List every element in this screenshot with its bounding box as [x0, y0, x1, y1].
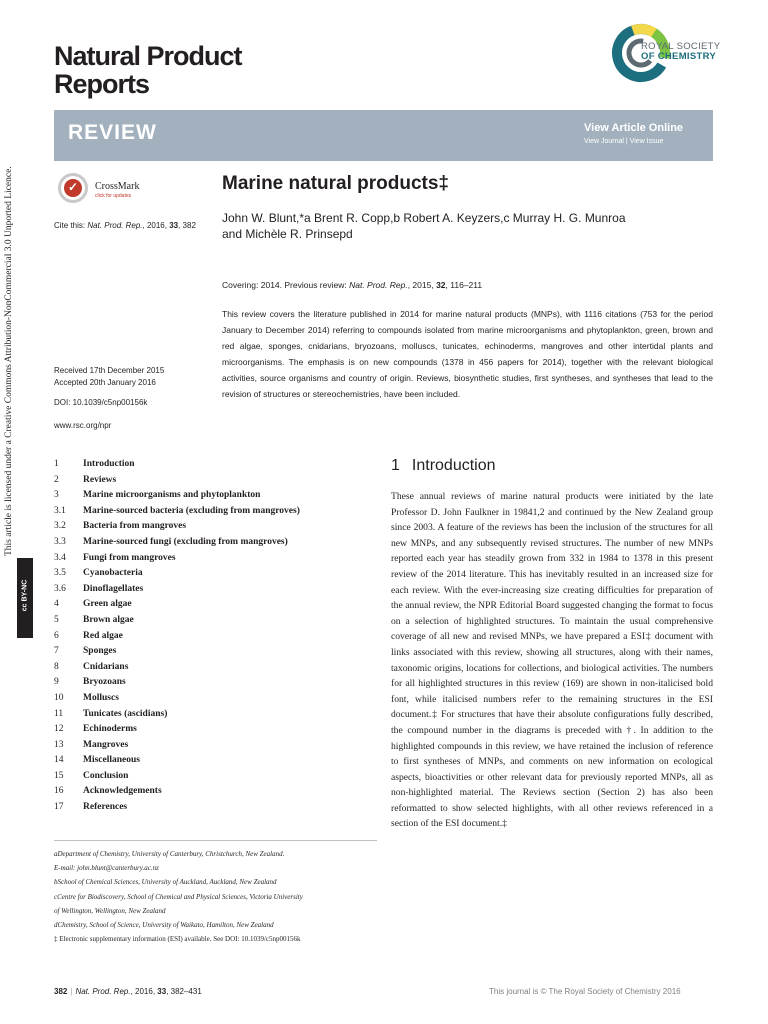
toc-item[interactable] [54, 535, 374, 551]
toc-item[interactable] [54, 675, 374, 691]
footnote-esi: ‡ Electronic supplementary information (ESI) available. See DOI: 10.1039/c5np00156k [54, 935, 301, 944]
toc-item[interactable] [54, 660, 374, 676]
footer-journal: Nat. Prod. Rep. [75, 987, 131, 996]
toc-item-label: Reviews [83, 474, 117, 485]
accepted-date: Accepted 20th January 2016 [54, 378, 156, 387]
view-journal-link[interactable]: View Journal [584, 138, 624, 145]
toc-item[interactable] [54, 473, 374, 489]
article-title: Marine natural products‡ [222, 173, 449, 194]
journal-title [54, 42, 242, 98]
page-footer-citation [54, 987, 202, 996]
toc-item[interactable] [54, 784, 374, 800]
toc-item-label: Conclusion [83, 770, 129, 781]
toc-item[interactable] [54, 597, 374, 613]
toc-item-number: 5 [54, 614, 59, 625]
cite-volume: 33 [169, 221, 179, 230]
toc-item-number: 6 [54, 630, 59, 641]
toc-item-number: 7 [54, 646, 59, 657]
rsc-logo-line1: ROYAL SOCIETY [641, 41, 721, 52]
rsc-logo-text [641, 42, 720, 62]
footnote-b: bSchool of Chemical Sciences, University of Auckland, Auckland, New Zealand [54, 878, 277, 887]
cite-prefix: Cite this: [54, 221, 86, 230]
toc-item-number: 1 [54, 459, 59, 469]
toc-item-label: Introduction [83, 459, 135, 469]
authors-line1: John W. Blunt,*a Brent R. Copp,b Robert A. Keyzers,c Murray H. G. Munroa [222, 211, 626, 225]
toc-item[interactable] [54, 504, 374, 520]
page-number: 382 [54, 987, 68, 996]
toc-item-number: 3.1 [54, 505, 66, 516]
received-date: Received 17th December 2015 [54, 366, 165, 375]
toc-item-label: Tunicates (ascidians) [83, 708, 168, 719]
toc-item-label: Green algae [83, 599, 132, 610]
toc-item-number: 17 [54, 802, 64, 813]
toc-item-label: Cnidarians [83, 661, 129, 672]
toc-item[interactable] [54, 769, 374, 785]
toc-item[interactable] [54, 519, 374, 535]
footnote-c-line1: cCentre for Biodiscovery, School of Chemical and Physical Sciences, Victoria University [54, 892, 303, 901]
view-links-separator: | [625, 138, 628, 145]
toc-item-label: Red algae [83, 630, 123, 641]
page-footer-copyright: This journal is © The Royal Society of Chemistry 2016 [489, 987, 681, 996]
toc-item-number: 3.5 [54, 568, 66, 579]
toc-item[interactable] [54, 800, 374, 816]
crossmark-sub: click for updates [95, 193, 132, 199]
toc-item[interactable] [54, 566, 374, 582]
author-list [222, 210, 692, 242]
toc-item-label: Marine-sourced fungi (excluding from mangroves) [83, 536, 288, 547]
covering-volume: 32 [436, 280, 446, 290]
toc-item-number: 11 [54, 708, 64, 719]
toc-item-number: 3.4 [54, 552, 66, 563]
covering-year: , 2015, [407, 280, 434, 290]
footnote-a-line1: aDepartment of Chemistry, University of Canterbury, Christchurch, New Zealand. [54, 850, 285, 858]
footer-pages: , 382–431 [166, 987, 202, 996]
covering-journal: Nat. Prod. Rep. [349, 280, 408, 290]
doi[interactable]: DOI: 10.1039/c5np00156k [54, 398, 148, 407]
toc-item-label: Bryozoans [83, 677, 126, 688]
footer-separator: | [70, 987, 73, 996]
toc-item[interactable] [54, 488, 374, 504]
received-dates [54, 365, 164, 389]
toc-item[interactable] [54, 707, 374, 723]
covering-pages: , 116–211 [445, 280, 483, 290]
toc-item-label: Marine microorganisms and phytoplankton [83, 490, 261, 501]
toc-item-label: Miscellaneous [83, 755, 140, 766]
toc-item-number: 3.6 [54, 583, 66, 594]
toc-item-number: 3 [54, 490, 59, 501]
toc-item[interactable] [54, 613, 374, 629]
cite-year: , 2016, [142, 221, 167, 230]
footer-volume: 33 [157, 987, 167, 996]
toc-item-number: 10 [54, 692, 64, 703]
toc-item-label: Molluscs [83, 692, 119, 703]
footnote-c-line2: of Wellington, Wellington, New Zealand [54, 906, 166, 915]
footnote-a-email[interactable]: E-mail: john.blunt@canterbury.ac.nz [54, 864, 159, 873]
toc-item[interactable] [54, 738, 374, 754]
toc-item-label: References [83, 802, 128, 813]
view-issue-link[interactable]: View Issue [629, 138, 664, 145]
journal-title-line1: Natural Product [54, 41, 242, 71]
section-number: 1 [391, 457, 400, 474]
cite-journal: Nat. Prod. Rep. [87, 221, 143, 230]
journal-title-line2: Reports [54, 69, 150, 99]
toc-item-number: 13 [54, 739, 64, 750]
toc-item[interactable] [54, 629, 374, 645]
toc-item-number: 14 [54, 755, 64, 766]
view-links [584, 138, 663, 145]
toc-item-number: 3.2 [54, 521, 66, 532]
view-article-online-link[interactable]: View Article Online [584, 122, 684, 134]
toc-item-number: 2 [54, 474, 59, 485]
toc-item-label: Bacteria from mangroves [83, 521, 187, 532]
toc-item[interactable] [54, 753, 374, 769]
toc-item-number: 4 [54, 599, 59, 610]
footnote-divider [54, 840, 377, 841]
toc-item-label: Sponges [83, 646, 117, 657]
toc-item-number: 12 [54, 724, 64, 735]
section-title: Introduction [411, 457, 496, 474]
toc-item[interactable] [54, 551, 374, 567]
review-label: REVIEW [68, 121, 157, 144]
cite-page: , 382 [178, 221, 196, 230]
toc-item-label: Dinoflagellates [83, 583, 144, 594]
toc-item[interactable] [54, 457, 374, 473]
introduction-body: These annual reviews of marine natural products were initiated by the late Professor D. John Faulkner in 19841,2 and continued by the New Zealand group since 2003. A feature of the reviews has been the inclusion of the structures for all new MNPs, and any subsequently revised structures. The number of new MNPs reported each year has steadily grown from 332 in 1984 to 1378 in this present review of the 2014 literature. This has inevitably resulted in an increased size for each review. With the ever-increasing size creating difficulties for preparation of the annual review, the NPR Editorial Board suggested changing the format to focus on a selection of highlighted structures. To maintain the usual comprehensive coverage of all new and revised MNPs, we have prepared a ESI‡ document with links associated with this review, showing all structures, along with their names, taxonomic origins, locations for collections, and biological activities. The numbers for all highlighted structures in this review (169) are shown in non-italicised bold font, while italicised numbers refer to the remaining structures in the ESI document.‡ For structures that have their absolute configurations fully described, the compound number in the diagrams is preceded with †. In addition to the highlighted compounds in this review, we have retained the inclusion of reference to first syntheses of MNPs, and comments on new information on ecological aspects, bioactivities or other relevant data for previously reported MNPs, all as non-highlighted material. The Reviews section (Section 2) has also been reformatted to show selected highlights, with all other reviews referenced in a section of the ESI document.‡ [391, 491, 713, 830]
toc-item-number: 9 [54, 677, 59, 688]
toc-item-label: Echinoderms [83, 724, 137, 735]
cite-this [54, 221, 196, 230]
licence-text: This article is licensed under a Creative Commons Attribution-NonCommercial 3.0 Unported Licence. [4, 166, 14, 556]
abstract: This review covers the literature published in 2014 for marine natural products (MNPs), with 1116 citations (753 for the period January to December 2014) referring to compounds isolated from marine microorganisms and phytoplankton, green, brown and red algae, sponges, cnidarians, bryozoans, molluscs, tunicates, echinoderms, mangroves and other intertidal plants and microorganisms. The emphasis is on new compounds (1378 in 456 papers for 2014), together with the relevant biological activities, source organisms and country of origin. Reviews, biosynthetic studies, first syntheses, and syntheses that lead to the revision of structures or stereochemistries, have been included. [222, 309, 713, 399]
covering-line [222, 280, 482, 290]
cc-licence-badge-label: cc BY-NC [21, 579, 29, 612]
crossmark-check-icon: ✓ [68, 180, 79, 194]
toc-item-number: 16 [54, 786, 64, 797]
footer-year: , 2016, [130, 987, 156, 996]
toc-item[interactable] [54, 644, 374, 660]
journal-url-link[interactable]: www.rsc.org/npr [54, 421, 112, 430]
toc-item-number: 15 [54, 770, 64, 781]
toc-item[interactable] [54, 582, 374, 598]
authors-line2: and Michèle R. Prinsepd [222, 227, 353, 241]
crossmark-label[interactable]: CrossMark [95, 181, 140, 192]
toc-item-label: Mangroves [83, 739, 129, 750]
toc-item-number: 3.3 [54, 536, 66, 547]
toc-item-label: Marine-sourced bacteria (excluding from mangroves) [83, 505, 300, 516]
covering-prefix: Covering: 2014. Previous review: [222, 280, 347, 290]
section-heading [391, 457, 496, 475]
toc-item-label: Cyanobacteria [83, 568, 143, 579]
toc-item-label: Brown algae [83, 614, 134, 625]
toc-item[interactable] [54, 722, 374, 738]
table-of-contents [54, 457, 374, 816]
toc-item-number: 8 [54, 661, 59, 672]
rsc-logo-line2: OF CHEMISTRY [641, 51, 717, 62]
toc-item-label: Acknowledgements [83, 786, 162, 797]
toc-item-label: Fungi from mangroves [83, 552, 176, 563]
cc-licence-badge[interactable] [17, 558, 33, 638]
footnote-d: dChemistry, School of Science, University of Waikato, Hamilton, New Zealand [54, 921, 274, 930]
toc-item[interactable] [54, 691, 374, 707]
footnotes [54, 847, 377, 946]
